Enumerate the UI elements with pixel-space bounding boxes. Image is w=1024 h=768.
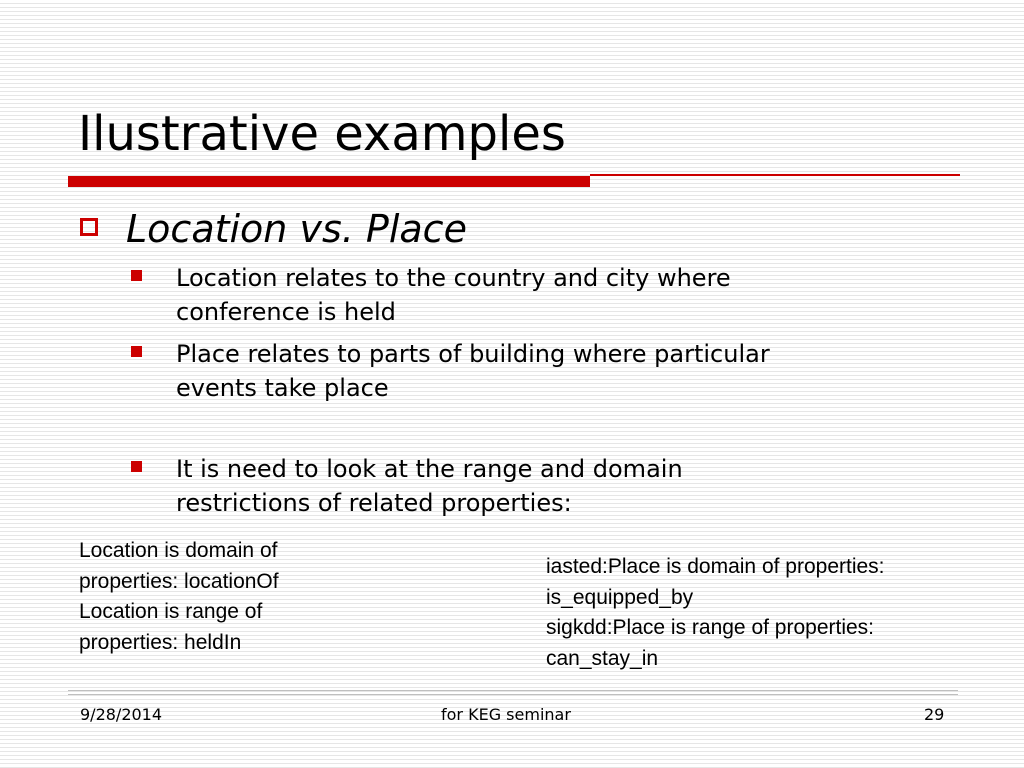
bullet-line: It is need to look at the range and domain [176,455,683,483]
slide-title: Ilustrative examples [78,106,566,162]
square-bullet-icon [131,346,142,357]
bullet-text-location [176,261,936,329]
bullet-text-range-domain [176,452,936,520]
title-underline-thin [590,174,960,176]
note-line: can_stay_in [546,646,659,670]
bullet-line: restrictions of related properties: [176,489,572,517]
square-bullet-icon [131,270,142,281]
bullet-line: Place relates to parts of building where particular [176,340,770,368]
note-line: is_equipped_by [546,585,694,609]
title-underline-thick [68,176,590,187]
bullet-text-place [176,337,936,405]
bullet-line: events take place [176,374,389,402]
note-line: Location is range of [79,600,263,623]
page-number: 29 [924,705,945,724]
note-line: Location is domain of [79,539,278,562]
level1-heading: Location vs. Place [126,207,467,251]
bullet-line: conference is held [176,298,396,326]
footer-rule-top [68,690,958,691]
footer-rule-bottom [68,694,958,695]
note-line: properties: locationOf [79,569,279,593]
note-line: properties: heldIn [79,630,242,654]
bullet-line: Location relates to the country and city where [176,264,731,292]
footer-date: 9/28/2014 [80,705,163,724]
square-bullet-icon [131,461,142,472]
note-line: iasted:Place is domain of properties: [546,555,885,578]
note-line: sigkdd:Place is range of properties: [546,616,875,639]
place-properties-note [546,552,885,674]
hollow-square-bullet-icon [80,218,98,236]
footer-title: for KEG seminar [441,705,571,724]
location-properties-note [79,536,279,658]
